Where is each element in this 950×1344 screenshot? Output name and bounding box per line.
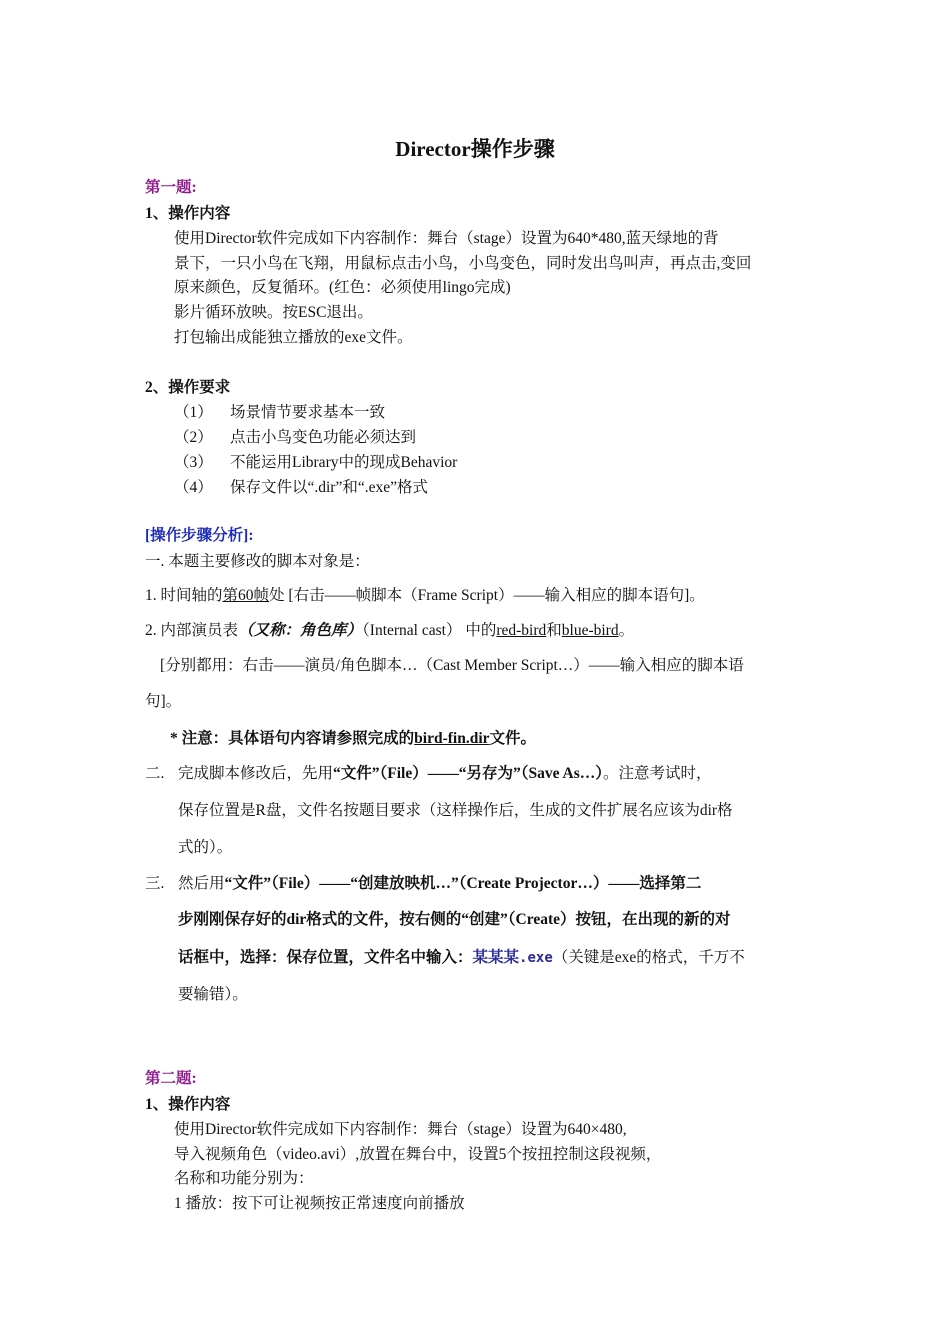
step-2-marker: 二. bbox=[145, 765, 165, 782]
analysis-note bbox=[170, 729, 536, 749]
q2-content-line: 名称和功能分别为： bbox=[174, 1170, 314, 1187]
item-rest: 处 [右击——帧脚本（Frame Script）——输入相应的脚本语句]。 bbox=[269, 587, 705, 604]
step-3-text: 然后用 bbox=[178, 875, 225, 892]
q1-requirements-heading: 2、操作要求 bbox=[145, 379, 231, 396]
item-prefix: 2. 内部演员表 bbox=[145, 622, 239, 639]
analysis-item-2-note-cont: 句]。 bbox=[145, 693, 182, 710]
step-2-text: 完成脚本修改后，先用 bbox=[178, 765, 334, 782]
q1-requirement-item bbox=[174, 403, 385, 423]
step-2-text: 。注意考试时， bbox=[602, 765, 712, 782]
red-bird-link[interactable]: red-bird bbox=[496, 622, 547, 639]
step-2-menu-path: “文件”（File）——“另存为”（Save As…） bbox=[333, 765, 603, 782]
requirement-text: 场景情节要求基本一致 bbox=[230, 404, 386, 421]
requirement-number: （3） bbox=[174, 454, 213, 471]
step-3-line: 要输错）。 bbox=[178, 986, 248, 1003]
step-3-menu-path: “文件”（File）——“创建放映机…”（Create Projector…）——选择第二 bbox=[224, 875, 702, 892]
step-3-line bbox=[178, 874, 701, 894]
q1-heading: 第一题: bbox=[145, 179, 197, 196]
q1-requirement-item bbox=[174, 453, 457, 473]
requirement-number: （1） bbox=[174, 404, 213, 421]
blue-bird-link[interactable]: blue-bird bbox=[561, 622, 619, 639]
analysis-item-1 bbox=[145, 586, 705, 606]
q1-content-heading: 1、操作内容 bbox=[145, 205, 231, 222]
requirement-text: 保存文件以“.dir”和“.exe”格式 bbox=[230, 479, 428, 496]
q1-content-line: 原来颜色，反复循环。(红色：必须使用lingo完成) bbox=[174, 279, 511, 296]
q1-content-line: 打包输出成能独立播放的exe文件。 bbox=[174, 329, 413, 346]
item-prefix: 1. 时间轴的 bbox=[145, 587, 223, 604]
step-2-line: 保存位置是R盘，文件名按题目要求（这样操作后，生成的文件扩展名应该为dir格 bbox=[178, 802, 733, 819]
note-suffix: 文件。 bbox=[489, 730, 537, 747]
item-mid: （Internal cast） 中的 bbox=[362, 622, 497, 639]
step-2-line bbox=[178, 764, 712, 784]
analysis-item-2-note: [分别都用：右击——演员/角色脚本…（Cast Member Script…）——输入相应的脚本语 bbox=[160, 657, 744, 674]
requirement-text: 点击小鸟变色功能必须达到 bbox=[230, 429, 417, 446]
step-2-line: 式的）。 bbox=[178, 839, 233, 856]
q2-content-heading: 1、操作内容 bbox=[145, 1096, 231, 1113]
requirement-text: 不能运用Library中的现成Behavior bbox=[230, 454, 458, 471]
q2-heading: 第二题: bbox=[145, 1070, 197, 1087]
analysis-heading: [操作步骤分析]: bbox=[145, 527, 254, 544]
q2-content-line: 导入视频角色（video.avi）,放置在舞台中，设置5个按扭控制这段视频， bbox=[174, 1146, 662, 1163]
item-italic-note: （又称：角色库） bbox=[238, 622, 363, 639]
q1-requirement-item bbox=[174, 428, 416, 448]
q1-requirement-item bbox=[174, 478, 428, 498]
q1-content-line: 景下，一只小鸟在飞翔，用鼠标点击小鸟，小鸟变色，同时发出鸟叫声，再点击,变回 bbox=[174, 255, 752, 272]
q1-content-line: 使用Director软件完成如下内容制作：舞台（stage）设置为640*480,蓝天绿地的背 bbox=[174, 230, 719, 247]
bird-fin-link[interactable]: bird-fin.dir bbox=[414, 730, 490, 747]
frame-60-link[interactable]: 第60帧 bbox=[222, 587, 270, 604]
document-title: Director操作步骤 bbox=[395, 137, 555, 161]
item-and: 和 bbox=[546, 622, 562, 639]
item-end: 。 bbox=[618, 622, 635, 639]
q2-content-line: 使用Director软件完成如下内容制作：舞台（stage）设置为640×480, bbox=[174, 1121, 627, 1138]
requirement-number: （2） bbox=[174, 429, 213, 446]
q1-content-line: 影片循环放映。按ESC退出。 bbox=[174, 304, 373, 321]
step-3-text: （关键是exe的格式，千万不 bbox=[552, 949, 745, 966]
step-3-line bbox=[178, 948, 745, 968]
note-prefix: * 注意：具体语句内容请参照完成的 bbox=[170, 730, 415, 747]
q2-content-line: 1 播放：按下可让视频按正常速度向前播放 bbox=[174, 1195, 465, 1212]
step-3-marker: 三. bbox=[145, 875, 165, 892]
analysis-intro: 一. 本题主要修改的脚本对象是： bbox=[145, 553, 370, 570]
analysis-item-2 bbox=[145, 621, 634, 641]
filename-example: 某某某 bbox=[472, 949, 520, 966]
step-3-line: 步刚刚保存好的dir格式的文件，按右侧的“创建”（Create）按钮，在出现的新的对 bbox=[178, 911, 731, 928]
filename-extension: .exe bbox=[519, 950, 553, 966]
requirement-number: （4） bbox=[174, 479, 213, 496]
step-3-text: 话框中，选择：保存位置，文件名中输入： bbox=[178, 949, 473, 966]
